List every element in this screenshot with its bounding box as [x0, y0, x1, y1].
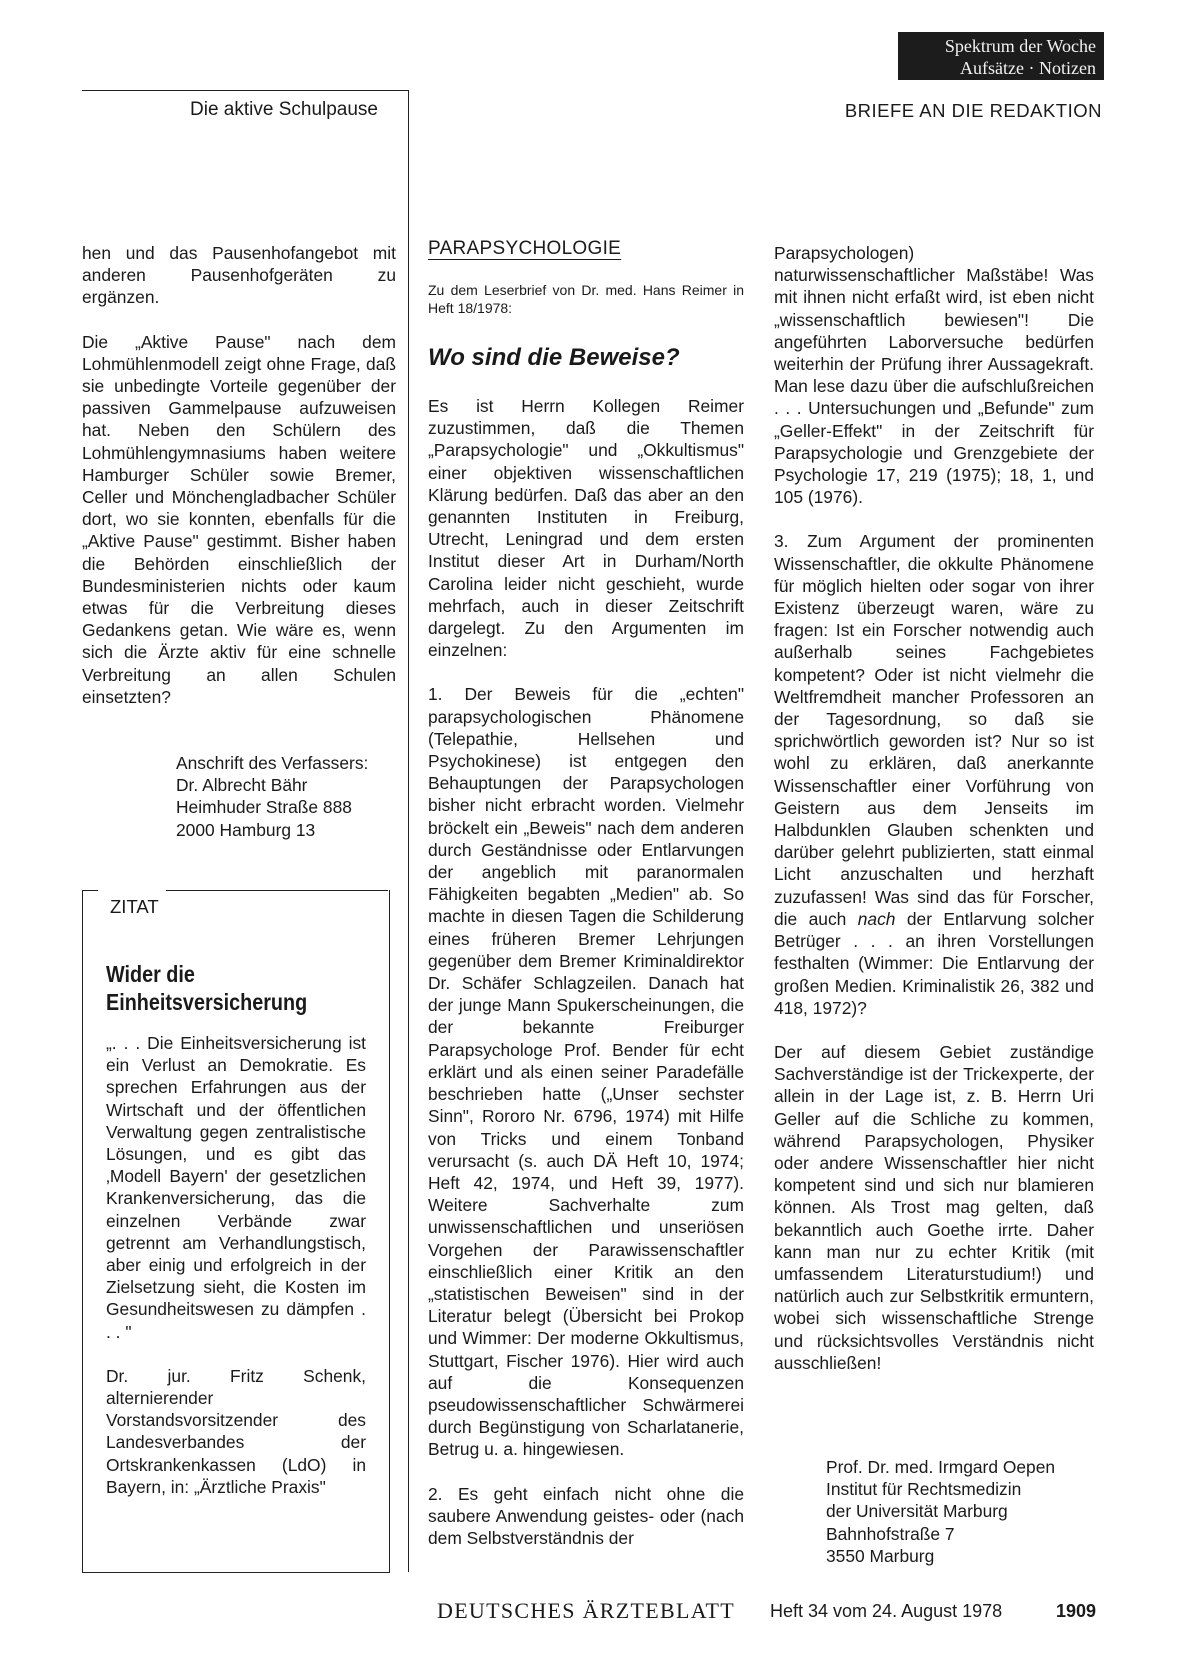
- quote-body: [106, 1032, 366, 1498]
- address-line: Heimhuder Straße 888: [176, 797, 352, 818]
- letter-paragraph: 1. Der Beweis für die „echten" parapsychologischen Phänomene (Telepathie, Hellsehen und Psychokinese) ist entgegen den Behauptungen der Parapsychologen bisher nicht erbracht worden. Vielmehr bröckelt ein „Beweis" nach dem anderen durch Geständnisse oder Entlarvungen der angeblich mit paranormalen Fähigkeiten begabten „Medien" ab. So machte in diesen Tagen die Schilderung eines früheren Bremer Lehrjungen gegenüber dem Bremer Kriminaldirektor Dr. Schäfer Schlagzeilen. Danach hat der junge Mann Spukerscheinungen, die der bekannte Freiburger Parapsychologe Prof. Bender für echt erklärt und als einen seiner Paradefälle beschrieben hatte („Unser sechster Sinn", Rororo Nr. 6796, 1974) mit Hilfe von Tricks und einem Tonband verursacht (s. auch DÄ Heft 10, 1974; Heft 42, 1974, und Heft 39, 1977). Weitere Sachverhalte zum unwissenschaftlichen und unseriösen Vorgehen der Parawissenschaftler einschließlich einer Kritik an den „statistischen Beweisen" sind in der Literatur belegt (Übersicht bei Prokop und Wimmer: Der moderne Okkultismus, Stuttgart, Fischer 1976). Hier wird auch auf die Konsequenzen pseudowissenschaftlicher Schwärmerei durch Begünstigung von Scharlatanerie, Betrug u. a. hingewiesen.: [428, 684, 744, 1460]
- signature-line: Institut für Rechtsmedizin: [826, 1479, 1022, 1500]
- quote-box-top-rule-left: [82, 890, 98, 891]
- signature-line: der Universität Marburg: [826, 1501, 1008, 1522]
- quote-box-top-rule-right: [166, 890, 388, 891]
- signature-line: 3550 Marburg: [826, 1545, 935, 1566]
- quote-title-line2: Einheitsversicherung: [106, 989, 308, 1015]
- section-label-line2: Aufsätze · Notizen: [960, 58, 1096, 78]
- letter-title: Wo sind die Beweise?: [428, 344, 680, 371]
- letter-reference: Zu dem Leserbrief von Dr. med. Hans Reimer in Heft 18/1978:: [428, 282, 744, 316]
- page-number: 1909: [1056, 1601, 1097, 1621]
- column-divider: [408, 90, 409, 1572]
- letter-signature: [826, 1456, 1055, 1567]
- running-head-left: Die aktive Schulpause: [190, 99, 378, 120]
- author-address: [176, 752, 368, 841]
- section-label: [898, 32, 1104, 80]
- letter-text: der Entlarvung solcher Betrüger . . . an ihren Vorstellungen festhalten (Wimmer: Die Entlarvung der großen Medien. Kriminalistik 26, 382 und 418, 1972)?: [774, 908, 1094, 1018]
- signature-line: Bahnhofstraße 7: [826, 1523, 955, 1544]
- address-line: Anschrift des Verfassers:: [176, 753, 369, 773]
- quote-source: Dr. jur. Fritz Schenk, alternierender Vorstandsvorsitzender des Landesverbandes der Ortskrankenkassen (LdO) in Bayern, in: „Ärztliche Praxis": [106, 1365, 366, 1497]
- letter-emphasis: nach: [857, 908, 896, 929]
- running-head-right: BRIEFE AN DIE REDAKTION: [844, 100, 1102, 121]
- letter-paragraph: Es ist Herrn Kollegen Reimer zuzustimmen, daß die Themen „Parapsychologie" und „Okkultismus" einer objektiven wissenschaftlichen Klärung bedürfen. Daß das aber an den genannten Instituten in Freiburg, Utrecht, Leningrad und dem ersten Institut dieser Art in Durham/North Carolina leider nicht geschieht, wurde mehrfach, auch in dieser Zeitschrift dargelegt. Zu den Argumenten im einzelnen:: [428, 396, 744, 661]
- letter-paragraph: [774, 530, 1094, 1018]
- quote-title-line1: Wider die: [106, 961, 195, 987]
- quote-label: ZITAT: [106, 896, 163, 918]
- letter-paragraph: Parapsychologen) naturwissenschaftlicher Maßstäbe! Was mit ihnen nicht erfaßt wird, ist eben nicht „wissenschaftlich bewiesen"! Die angeführten Laborversuche bedürfen weiterhin der Prüfung ihrer Aussagekraft. Man lese dazu über die aufschlußreichen . . . Untersuchungen und „Befunde" zum „Geller-Effekt" in der Zeitschrift für Parapsychologie und Grenzgebiete der Psychologie 17, 219 (1975); 18, 1, und 105 (1976).: [774, 243, 1094, 508]
- letter-text: 3. Zum Argument der prominenten Wissenschaftler, die okkulte Phänomene für möglich hielten oder sogar von ihrer Existenz überzeugt waren, wäre zu fragen: Ist ein Forscher notwendig auch außerhalb seines Fachgebietes kompetent? Oder ist nicht vielmehr die Weltfremdheit mancher Professoren an der Tagesordnung, so daß sie sprichwörtlich geworden ist? Nur so ist wohl zu erklären, daß anerkannte Wissenschaftler einer Vorführung von Geistern aus dem Jenseits im Halbdunklen Glauben schenkten und darüber gelehrt publizierten, statt einmal Licht anzuschalten und herzhaft zuzufassen! Was sind das für Forscher, die auch: [774, 531, 1094, 929]
- left-article-body: [82, 242, 396, 708]
- quote-title: [106, 960, 347, 1016]
- letter-column-2: [428, 395, 744, 1549]
- letter-column-3: [774, 242, 1094, 1374]
- left-article-paragraph: hen und das Pausenhofangebot mit anderen Pausenhofgeräten zu ergänzen.: [82, 243, 396, 308]
- address-line: Dr. Albrecht Bähr: [176, 775, 308, 796]
- letter-rubric: PARAPSYCHOLOGIE: [428, 238, 622, 259]
- letter-paragraph: Der auf diesem Gebiet zuständige Sachverständige ist der Trickexperte, der allein in der Lage ist, z. B. Herrn Uri Geller auf die Schliche zu kommen, während Parapsychologen, Physiker oder andere Wissenschaftler hier nicht kompetent sind und sich nur blamieren können. Als Trost mag gelten, daß bekanntlich auch Goethe irrte. Daher kann man nur zu echter Kritik (mit umfassendem Literaturstudium!) und natürlich auch zur Selbstkritik ermuntern, wobei sich wissenschaftliche Strenge und rücksichtsvolles Verständnis nicht ausschließen!: [774, 1041, 1094, 1373]
- quote-text: „. . . Die Einheitsversicherung ist ein Verlust an Demokratie. Es sprechen Erfahrungen aus der Wirtschaft und der öffentlichen Verwaltung gegen zentralistische Lösungen, und es gibt das ‚Modell Bayern' der gesetzlichen Krankenversicherung, das die einzelnen Verbände zwar getrennt am Verhandlungstisch, aber einig und erfolgreich in der Zielsetzung sieht, die Kosten im Gesundheitswesen zu dämpfen . . . ": [106, 1033, 366, 1342]
- journal-name: DEUTSCHES ÄRZTEBLATT: [437, 1598, 735, 1623]
- issue-info: Heft 34 vom 24. August 1978: [770, 1601, 1003, 1621]
- header-rule-left: [82, 90, 408, 91]
- signature-line: Prof. Dr. med. Irmgard Oepen: [826, 1457, 1056, 1477]
- address-line: 2000 Hamburg 13: [176, 819, 316, 840]
- section-label-line1: Spektrum der Woche: [944, 36, 1096, 56]
- left-article-paragraph: Die „Aktive Pause" nach dem Lohmühlenmodell zeigt ohne Frage, daß sie unbedingte Vorteile gegenüber der passiven Gammelpause aufzuweisen hat. Neben den Schülern des Lohmühlengymnasiums haben weitere Hamburger Schüler sowie Bremer, Celler und Mönchengladbacher Schüler dort, wo sie konnten, ebenfalls für die „Aktive Pause" gestimmt. Bisher haben die Behörden einschließlich der Bundesministerien nichts oder kaum etwas für die Verbreitung dieses Gedankens getan. Wie wäre es, wenn sich die Ärzte aktiv für eine schnelle Verbreitung an allen Schulen einsetzten?: [82, 331, 396, 707]
- letter-paragraph: 2. Es geht einfach nicht ohne die saubere Anwendung geistes- oder (nach dem Selbstverständnis der: [428, 1483, 744, 1548]
